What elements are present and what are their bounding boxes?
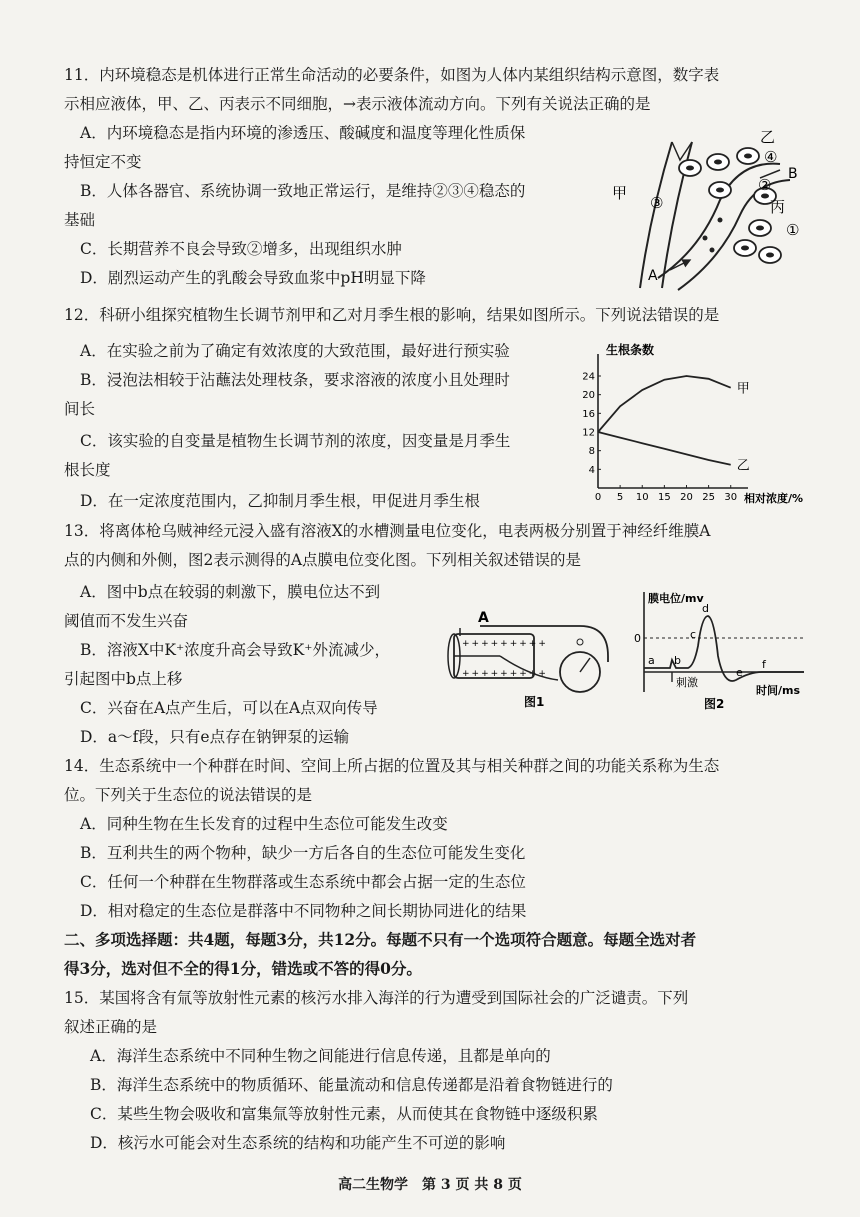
chart-x-tick-label: 0 bbox=[594, 492, 602, 503]
q11-fig-label-4: ④ bbox=[764, 148, 778, 166]
q13-option-d: D．a～f段，只有e点存在钠钾泵的运输 bbox=[80, 728, 350, 746]
q11-option-b-line2: 基础 bbox=[64, 211, 96, 229]
q11-tissue-diagram bbox=[610, 120, 810, 300]
fig2-zero: 0 bbox=[634, 632, 641, 645]
chart-x-tick-label: 30 bbox=[724, 492, 738, 503]
q11-fig-label-a: A bbox=[648, 268, 658, 284]
q15-option-c: C．某些生物会吸收和富集氚等放射性元素，从而使其在食物链中逐级积累 bbox=[90, 1105, 598, 1123]
svg-text:+++++++++: +++++++++ bbox=[462, 639, 548, 649]
chart-series-line-1 bbox=[598, 376, 731, 432]
fig1-caption: 图1 bbox=[524, 695, 545, 709]
q12-option-d: D．在一定浓度范围内，乙抑制月季生根，甲促进月季生根 bbox=[80, 492, 480, 510]
fig2-y-label: 膜电位/mv bbox=[648, 592, 704, 605]
chart-series-label-1: 甲 bbox=[736, 381, 750, 397]
fig2-point-d: d bbox=[702, 602, 709, 615]
chart-y-tick-label: 4 bbox=[588, 464, 595, 476]
chart-y-tick-label: 8 bbox=[588, 446, 595, 458]
chart-x-tick-label: 15 bbox=[657, 492, 671, 503]
q14-option-a: A．同种生物在生长发育的过程中生态位可能发生改变 bbox=[80, 815, 448, 833]
q12-option-b-line1: B．浸泡法相较于沾蘸法处理枝条，要求溶液的浓度小且处理时 bbox=[80, 371, 510, 389]
q15-option-d: D．核污水可能会对生态系统的结构和功能产生不可逆的影响 bbox=[90, 1134, 506, 1152]
q15-stem-line2: 叙述正确的是 bbox=[64, 1018, 158, 1036]
q14-option-b: B．互利共生的两个物种，缺少一方后各自的生态位可能发生变化 bbox=[80, 844, 526, 862]
q11-fig-label-jia: 甲 bbox=[612, 184, 628, 202]
q12-rooting-chart bbox=[582, 336, 812, 508]
chart-x-axis-label: 相对浓度/% bbox=[744, 492, 804, 505]
chart-y-tick-label: 12 bbox=[582, 427, 595, 439]
q12-option-a: A．在实验之前为了确定有效浓度的大致范围，最好进行预实验 bbox=[80, 342, 510, 360]
q12-option-c-line2: 根长度 bbox=[64, 461, 111, 479]
chart-y-axis-label: 生根条数 bbox=[606, 343, 655, 357]
q12-stem: 12．科研小组探究植物生长调节剂甲和乙对月季生根的影响，结果如图所示。下列说法错误的是 bbox=[64, 306, 720, 324]
fig2-x-label: 时间/ms bbox=[756, 684, 801, 697]
q11-fig-label-b: B bbox=[788, 166, 798, 182]
q11-stem-line2: 示相应液体，甲、乙、丙表示不同细胞，→表示液体流动方向。下列有关说法正确的是 bbox=[64, 95, 651, 113]
chart-y-tick-label: 24 bbox=[582, 371, 595, 383]
q11-fig-label-1: ① bbox=[786, 221, 800, 239]
fig2-point-a: a bbox=[648, 654, 655, 667]
q11-fig-label-2: ② bbox=[758, 176, 772, 194]
q12-option-b-line2: 间长 bbox=[64, 400, 96, 418]
fig2-point-c: c bbox=[690, 628, 697, 641]
page-footer: 高二生物学 第 3 页 共 8 页 bbox=[338, 1177, 522, 1193]
q13-option-a-line2: 阈值而不发生兴奋 bbox=[64, 612, 189, 630]
fig2-stimulus-label: 刺激 bbox=[676, 676, 698, 689]
chart-x-tick-label: 10 bbox=[635, 492, 649, 503]
chart-x-tick-label: 20 bbox=[680, 492, 693, 503]
q11-option-d: D．剧烈运动产生的乳酸会导致血浆中pH明显下降 bbox=[80, 269, 426, 287]
chart-y-tick-label: 20 bbox=[582, 390, 595, 402]
q14-stem-line2: 位。下列关于生态位的说法错误的是 bbox=[64, 786, 313, 804]
q14-option-d: D．相对稳定的生态位是群落中不同物种之间长期协同进化的结果 bbox=[80, 902, 527, 920]
fig2-point-e: e bbox=[736, 666, 743, 679]
q14-option-c: C．任何一个种群在生物群落或生态系统中都会占据一定的生态位 bbox=[80, 873, 526, 891]
q13-option-b-line1: B．溶液X中K⁺浓度升高会导致K⁺外流减少， bbox=[80, 641, 390, 659]
chart-y-tick-label: 16 bbox=[582, 408, 595, 420]
section-2-heading-line2: 得3分，选对但不全的得1分，错选或不答的得0分。 bbox=[64, 959, 422, 978]
chart-series-label-2: 乙 bbox=[736, 458, 750, 474]
q13-figure-1-nerve-setup bbox=[440, 606, 630, 710]
q13-figure-2-membrane-potential bbox=[632, 586, 812, 712]
q11-fig-label-3: ③ bbox=[650, 194, 664, 212]
q11-fig-label-yi: 乙 bbox=[760, 128, 776, 146]
q11-stem-line1: 11．内环境稳态是机体进行正常生命活动的必要条件，如图为人体内某组织结构示意图，数字表 bbox=[64, 66, 720, 84]
fig2-point-b: b bbox=[674, 654, 681, 667]
q13-option-b-line2: 引起图中b点上移 bbox=[64, 670, 183, 688]
q11-option-a-line2: 持恒定不变 bbox=[64, 153, 142, 171]
q13-stem-line1: 13．将离体枪乌贼神经元浸入盛有溶液X的水槽测量电位变化，电表两极分别置于神经纤维膜A bbox=[64, 522, 711, 540]
chart-series bbox=[598, 376, 750, 474]
fig2-point-f: f bbox=[762, 658, 766, 671]
section-2-heading-line1: 二、多项选择题：共4题，每题3分，共12分。每题不只有一个选项符合题意。每题全选对者 bbox=[64, 930, 697, 949]
q11-fig-label-bing: 丙 bbox=[770, 198, 786, 216]
q12-option-c-line1: C．该实验的自变量是植物生长调节剂的浓度，因变量是月季生 bbox=[80, 432, 511, 450]
q11-option-c: C．长期营养不良会导致②增多，出现组织水肿 bbox=[80, 240, 402, 258]
q13-stem-line2: 点的内侧和外侧，图2表示测得的A点膜电位变化图。下列相关叙述错误的是 bbox=[64, 551, 582, 569]
svg-text:+++++++++: +++++++++ bbox=[462, 669, 548, 679]
q13-option-a-line1: A．图中b点在较弱的刺激下，膜电位达不到 bbox=[80, 583, 381, 601]
fig1-label-a: A bbox=[478, 610, 489, 626]
chart-series-line-2 bbox=[598, 432, 731, 465]
q11-option-b-line1: B．人体各器官、系统协调一致地正常运行，是维持②③④稳态的 bbox=[80, 182, 526, 200]
q14-stem-line1: 14．生态系统中一个种群在时间、空间上所占据的位置及其与相关种群之间的功能关系称为生态 bbox=[64, 757, 720, 775]
chart-x-tick-label: 5 bbox=[616, 492, 624, 503]
q15-option-a: A．海洋生态系统中不同种生物之间能进行信息传递，且都是单向的 bbox=[90, 1047, 551, 1065]
q15-option-b: B．海洋生态系统中的物质循环、能量流动和信息传递都是沿着食物链进行的 bbox=[90, 1076, 613, 1094]
q11-option-a-line1: A．内环境稳态是指内环境的渗透压、酸碱度和温度等理化性质保 bbox=[80, 124, 526, 142]
chart-axes bbox=[582, 354, 748, 503]
chart-x-tick-label: 25 bbox=[702, 492, 715, 503]
q13-option-c: C．兴奋在A点产生后，可以在A点双向传导 bbox=[80, 699, 378, 717]
q15-stem-line1: 15．某国将含有氚等放射性元素的核污水排入海洋的行为遭受到国际社会的广泛谴责。下列 bbox=[64, 989, 689, 1007]
fig2-caption: 图2 bbox=[704, 697, 725, 711]
